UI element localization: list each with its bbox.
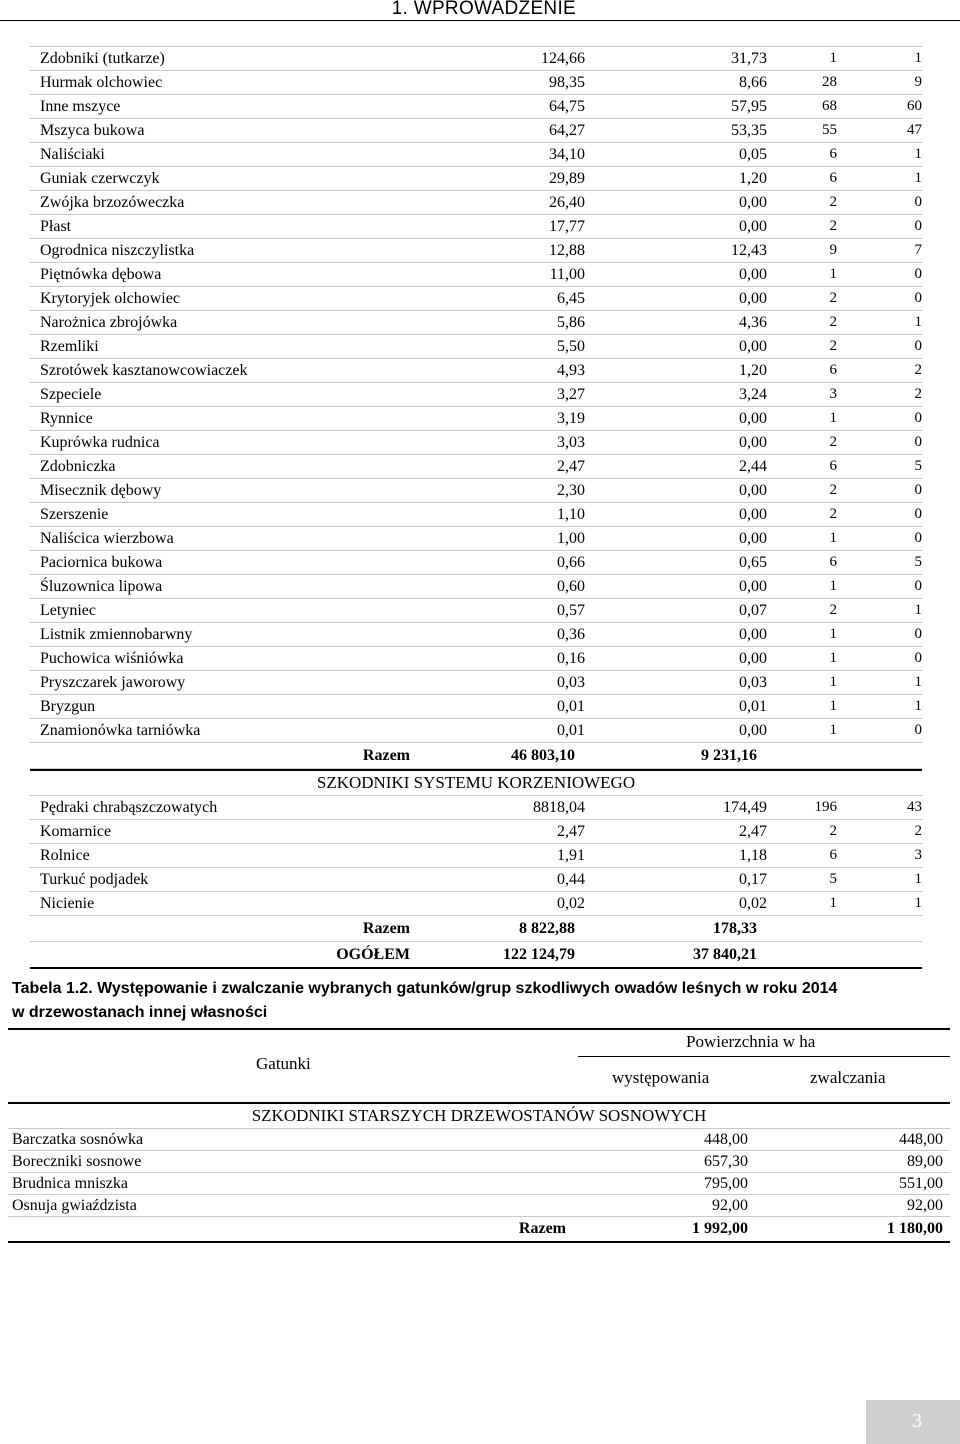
- table-row: [30, 46, 922, 71]
- species-name-cell: Zwójka brzozóweczka: [40, 193, 185, 211]
- species-name-cell: Naliściaki: [40, 145, 105, 163]
- value-cell-b: 2,44: [739, 457, 767, 475]
- value-cell-c: 2: [829, 823, 837, 839]
- table-row: [30, 167, 922, 191]
- chapter-title: 1. WPROWADZENIE: [391, 0, 576, 19]
- value-cell-a: 0,16: [557, 649, 585, 667]
- species-name-cell: Paciornica bukowa: [40, 553, 163, 571]
- value-cell-a: 0,03: [557, 673, 585, 691]
- caption-line-1: Tabela 1.2. Występowanie i zwalczanie wybranych gatunków/grup szkodliwych owadów leśnych w roku 2014: [12, 980, 838, 997]
- table-row: [8, 1129, 950, 1151]
- value-cell-c: 1: [829, 266, 837, 282]
- value-cell-b: 0,00: [739, 481, 767, 499]
- value-cell-b: 0,00: [739, 505, 767, 523]
- value-cell-d: 2: [914, 823, 922, 839]
- subtotal-label: Razem: [362, 919, 410, 937]
- species-name-cell: Piętnówka dębowa: [40, 265, 162, 283]
- value-cell-b: 0,02: [739, 894, 767, 912]
- value-cell-c: 6: [829, 554, 837, 570]
- value-cell-d: 0: [914, 338, 922, 354]
- table-2-total-row: [8, 1217, 950, 1243]
- pest-table-2: [8, 1028, 950, 1243]
- value-cell-b: 4,36: [739, 313, 767, 331]
- value-cell-c: 6: [829, 458, 837, 474]
- header-divider: [578, 1056, 950, 1057]
- table-row: [8, 1151, 950, 1173]
- value-cell-d: 0: [914, 578, 922, 594]
- value-cell-a: 98,35: [549, 73, 585, 91]
- subtotal-row-2: [30, 916, 922, 942]
- value-cell-b: 12,43: [731, 241, 767, 259]
- value-cell-a: 0,57: [557, 601, 585, 619]
- subtotal-row-1: [30, 743, 922, 769]
- value-cell-c: 1: [829, 650, 837, 666]
- species-name-cell: Śluzownica lipowa: [40, 577, 163, 595]
- species-name-cell: Boreczniki sosnowe: [12, 1152, 142, 1170]
- species-name-cell: Zdobniczka: [40, 457, 116, 475]
- value-cell-b: 0,00: [739, 529, 767, 547]
- value-cell-c: 1: [829, 895, 837, 911]
- species-name-cell: Nicienie: [40, 894, 95, 912]
- page-number-box: [866, 1400, 960, 1444]
- value-cell-d: 1: [914, 50, 922, 66]
- species-name-cell: Kuprówka rudnica: [40, 433, 160, 451]
- value-cell-d: 60: [907, 98, 922, 114]
- table-row: [30, 407, 922, 431]
- value-cell-a: 124,66: [541, 49, 585, 67]
- value-cell-d: 0: [914, 722, 922, 738]
- value-cell-c: 2: [829, 482, 837, 498]
- table-row: [30, 143, 922, 167]
- value-cell-d: 0: [914, 410, 922, 426]
- value-cell-a: 0,01: [557, 697, 585, 715]
- value-cell-b: 0,00: [739, 217, 767, 235]
- species-name-cell: Misecznik dębowy: [40, 481, 162, 499]
- value-cell-c: 1: [829, 722, 837, 738]
- value-cell-a: 5,86: [557, 313, 585, 331]
- value-cell-a: 6,45: [557, 289, 585, 307]
- value-cell-c: 68: [822, 98, 837, 114]
- value-cell-b: 0,00: [739, 265, 767, 283]
- value-cell-c: 1: [829, 578, 837, 594]
- value-cell-d: 0: [914, 650, 922, 666]
- value-cell-b: 1,20: [739, 361, 767, 379]
- table-1-root-body: [30, 796, 922, 916]
- table-2-header: [8, 1028, 950, 1104]
- species-name-cell: Pędraki chrabąszczowatych: [40, 798, 218, 816]
- section-pine-pests: SZKODNIKI STARSZYCH DRZEWOSTANÓW SOSNOWYCH: [8, 1104, 950, 1129]
- value-cell-a: 1,91: [557, 846, 585, 864]
- table-row: [30, 479, 922, 503]
- species-name-cell: Ogrodnica niszczylistka: [40, 241, 195, 259]
- value-cell-b: 0,00: [739, 409, 767, 427]
- value-cell-a: 3,27: [557, 385, 585, 403]
- table-2-body: [8, 1129, 950, 1217]
- value-cell-c: 1: [829, 50, 837, 66]
- species-name-cell: Zdobniki (tutkarze): [40, 49, 165, 67]
- species-name-cell: Rolnice: [40, 846, 90, 864]
- species-name-cell: Mszyca bukowa: [40, 121, 145, 139]
- species-name-cell: Guniak czerwczyk: [40, 169, 160, 187]
- value-cell-a: 4,93: [557, 361, 585, 379]
- species-name-cell: Komarnice: [40, 822, 112, 840]
- page-header: [0, 0, 960, 21]
- value-cell-d: 5: [914, 458, 922, 474]
- value-cell-d: 1: [914, 871, 922, 887]
- value-cell-b: 0,00: [739, 577, 767, 595]
- species-name-cell: Osnuja gwiaździsta: [12, 1196, 137, 1214]
- species-name-cell: Szerszenie: [40, 505, 109, 523]
- table-row: [30, 71, 922, 95]
- value-cell-d: 1: [914, 698, 922, 714]
- value-cell-a: 795,00: [704, 1174, 748, 1192]
- value-cell-c: 3: [829, 386, 837, 402]
- table-row: [30, 383, 922, 407]
- species-name-cell: Rynnice: [40, 409, 93, 427]
- value-cell-b: 448,00: [899, 1130, 943, 1148]
- species-name-cell: Puchowica wiśniówka: [40, 649, 184, 667]
- value-cell-d: 0: [914, 218, 922, 234]
- table-row: [30, 215, 922, 239]
- species-name-cell: Pryszczarek jaworowy: [40, 673, 186, 691]
- value-cell-c: 28: [822, 74, 837, 90]
- table-row: [30, 431, 922, 455]
- subtotal-occurrence: 46 803,10: [511, 746, 575, 764]
- value-cell-d: 9: [914, 74, 922, 90]
- table-row: [30, 191, 922, 215]
- value-cell-c: 2: [829, 290, 837, 306]
- species-name-cell: Bryzgun: [40, 697, 96, 715]
- value-cell-b: 53,35: [731, 121, 767, 139]
- table-row: [30, 671, 922, 695]
- value-cell-a: 0,01: [557, 721, 585, 739]
- value-cell-d: 1: [914, 146, 922, 162]
- species-name-cell: Brudnica mniszka: [12, 1174, 128, 1192]
- section-root-pests: SZKODNIKI SYSTEMU KORZENIOWEGO: [30, 769, 922, 796]
- value-cell-b: 1,20: [739, 169, 767, 187]
- value-cell-d: 1: [914, 895, 922, 911]
- value-cell-c: 2: [829, 218, 837, 234]
- value-cell-b: 174,49: [723, 798, 767, 816]
- value-cell-a: 11,00: [549, 265, 585, 283]
- value-cell-a: 5,50: [557, 337, 585, 355]
- species-name-cell: Płast: [40, 217, 72, 235]
- subtotal-control: 178,33: [713, 919, 757, 937]
- value-cell-c: 1: [829, 698, 837, 714]
- page-number: 3: [912, 1410, 922, 1432]
- value-cell-c: 6: [829, 170, 837, 186]
- col-occurrence-header: występowania: [612, 1068, 710, 1087]
- total-label: Razem: [518, 1220, 566, 1237]
- species-name-cell: Narożnica zbrojówka: [40, 313, 178, 331]
- col-control-header: zwalczania: [810, 1068, 886, 1087]
- value-cell-d: 2: [914, 386, 922, 402]
- table-row: [30, 695, 922, 719]
- value-cell-b: 89,00: [907, 1152, 943, 1170]
- table-row: [8, 1195, 950, 1217]
- value-cell-b: 0,65: [739, 553, 767, 571]
- pest-table-1: [30, 46, 922, 969]
- table-row: [30, 95, 922, 119]
- species-name-cell: Szrotówek kasztanowcowiaczek: [40, 361, 248, 379]
- value-cell-a: 64,75: [549, 97, 585, 115]
- species-name-cell: Rzemliki: [40, 337, 99, 355]
- value-cell-b: 0,17: [739, 870, 767, 888]
- table-row: [30, 239, 922, 263]
- subtotal-occurrence: 8 822,88: [519, 919, 575, 937]
- value-cell-b: 0,00: [739, 289, 767, 307]
- table-row: [30, 796, 922, 820]
- total-occurrence: 122 124,79: [503, 945, 575, 963]
- grand-total-row: [30, 942, 922, 969]
- table-row: [30, 623, 922, 647]
- total-occurrence: 1 992,00: [692, 1220, 748, 1237]
- value-cell-c: 1: [829, 410, 837, 426]
- value-cell-a: 0,66: [557, 553, 585, 571]
- table-row: [30, 335, 922, 359]
- value-cell-a: 1,10: [557, 505, 585, 523]
- value-cell-a: 2,30: [557, 481, 585, 499]
- value-cell-d: 1: [914, 314, 922, 330]
- table-row: [30, 311, 922, 335]
- species-name-cell: Krytoryjek olchowiec: [40, 289, 180, 307]
- table-row: [30, 892, 922, 916]
- value-cell-b: 0,00: [739, 625, 767, 643]
- value-cell-c: 2: [829, 338, 837, 354]
- value-cell-a: 0,36: [557, 625, 585, 643]
- value-cell-a: 2,47: [557, 457, 585, 475]
- value-cell-d: 1: [914, 602, 922, 618]
- value-cell-c: 1: [829, 530, 837, 546]
- value-cell-d: 0: [914, 626, 922, 642]
- value-cell-a: 12,88: [549, 241, 585, 259]
- value-cell-c: 1: [829, 626, 837, 642]
- value-cell-c: 6: [829, 847, 837, 863]
- species-name-cell: Inne mszyce: [40, 97, 121, 115]
- value-cell-c: 2: [829, 506, 837, 522]
- value-cell-a: 26,40: [549, 193, 585, 211]
- value-cell-a: 17,77: [549, 217, 585, 235]
- value-cell-d: 3: [914, 847, 922, 863]
- value-cell-a: 64,27: [549, 121, 585, 139]
- value-cell-d: 7: [914, 242, 922, 258]
- value-cell-d: 0: [914, 482, 922, 498]
- total-control: 37 840,21: [693, 945, 757, 963]
- table-row: [30, 359, 922, 383]
- value-cell-a: 92,00: [712, 1196, 748, 1214]
- value-cell-b: 0,00: [739, 649, 767, 667]
- value-cell-a: 34,10: [549, 145, 585, 163]
- value-cell-b: 1,18: [739, 846, 767, 864]
- value-cell-c: 9: [829, 242, 837, 258]
- value-cell-b: 0,00: [739, 337, 767, 355]
- table-row: [30, 719, 922, 743]
- subtotal-control: 9 231,16: [701, 746, 757, 764]
- value-cell-b: 92,00: [907, 1196, 943, 1214]
- table-row: [30, 599, 922, 623]
- species-name-cell: Barczatka sosnówka: [12, 1130, 144, 1148]
- value-cell-d: 2: [914, 362, 922, 378]
- caption-line-2: w drzewostanach innej własności: [12, 1004, 268, 1021]
- value-cell-d: 1: [914, 674, 922, 690]
- value-cell-c: 6: [829, 362, 837, 378]
- value-cell-d: 1: [914, 170, 922, 186]
- table-row: [30, 263, 922, 287]
- value-cell-d: 0: [914, 290, 922, 306]
- table-row: [30, 119, 922, 143]
- value-cell-a: 0,44: [557, 870, 585, 888]
- species-name-cell: Listnik zmiennobarwny: [40, 625, 193, 643]
- value-cell-c: 2: [829, 194, 837, 210]
- value-cell-c: 5: [829, 871, 837, 887]
- table-row: [8, 1173, 950, 1195]
- col-area-header: Powierzchnia w ha: [686, 1032, 816, 1051]
- value-cell-a: 0,02: [557, 894, 585, 912]
- value-cell-c: 2: [829, 314, 837, 330]
- value-cell-d: 0: [914, 506, 922, 522]
- table-row: [30, 455, 922, 479]
- value-cell-a: 448,00: [704, 1130, 748, 1148]
- value-cell-d: 47: [907, 122, 922, 138]
- value-cell-a: 8818,04: [533, 798, 585, 816]
- subtotal-label: Razem: [362, 746, 410, 764]
- value-cell-b: 0,05: [739, 145, 767, 163]
- value-cell-b: 0,01: [739, 697, 767, 715]
- value-cell-b: 0,07: [739, 601, 767, 619]
- value-cell-d: 43: [907, 799, 922, 815]
- value-cell-b: 57,95: [731, 97, 767, 115]
- value-cell-a: 657,30: [704, 1152, 748, 1170]
- value-cell-a: 3,03: [557, 433, 585, 451]
- value-cell-b: 3,24: [739, 385, 767, 403]
- table-row: [30, 527, 922, 551]
- total-label: OGÓŁEM: [336, 945, 410, 963]
- value-cell-a: 3,19: [557, 409, 585, 427]
- value-cell-b: 0,03: [739, 673, 767, 691]
- value-cell-c: 2: [829, 434, 837, 450]
- table-1-body: [30, 46, 922, 743]
- col-species-header: Gatunki: [256, 1054, 311, 1073]
- value-cell-d: 5: [914, 554, 922, 570]
- value-cell-c: 1: [829, 674, 837, 690]
- table-row: [30, 575, 922, 599]
- table-row: [30, 551, 922, 575]
- value-cell-c: 6: [829, 146, 837, 162]
- table-row: [30, 287, 922, 311]
- value-cell-b: 0,00: [739, 433, 767, 451]
- species-name-cell: Turkuć podjadek: [40, 870, 149, 888]
- table-row: [30, 844, 922, 868]
- table-caption: [12, 977, 942, 1025]
- value-cell-d: 0: [914, 194, 922, 210]
- species-name-cell: Hurmak olchowiec: [40, 73, 163, 91]
- species-name-cell: Naliścica wierzbowa: [40, 529, 174, 547]
- total-control: 1 180,00: [887, 1220, 943, 1237]
- value-cell-d: 0: [914, 434, 922, 450]
- value-cell-a: 0,60: [557, 577, 585, 595]
- value-cell-b: 0,00: [739, 721, 767, 739]
- value-cell-b: 31,73: [731, 49, 767, 67]
- value-cell-a: 2,47: [557, 822, 585, 840]
- value-cell-c: 196: [814, 799, 837, 815]
- table-row: [30, 820, 922, 844]
- value-cell-d: 0: [914, 266, 922, 282]
- value-cell-c: 55: [822, 122, 837, 138]
- value-cell-a: 29,89: [549, 169, 585, 187]
- value-cell-b: 551,00: [899, 1174, 943, 1192]
- value-cell-b: 8,66: [739, 73, 767, 91]
- table-row: [30, 647, 922, 671]
- species-name-cell: Letyniec: [40, 601, 96, 619]
- table-row: [30, 868, 922, 892]
- value-cell-c: 2: [829, 602, 837, 618]
- value-cell-b: 0,00: [739, 193, 767, 211]
- species-name-cell: Szpeciele: [40, 385, 102, 403]
- species-name-cell: Znamionówka tarniówka: [40, 721, 201, 739]
- table-row: [30, 503, 922, 527]
- value-cell-d: 0: [914, 530, 922, 546]
- value-cell-a: 1,00: [557, 529, 585, 547]
- value-cell-b: 2,47: [739, 822, 767, 840]
